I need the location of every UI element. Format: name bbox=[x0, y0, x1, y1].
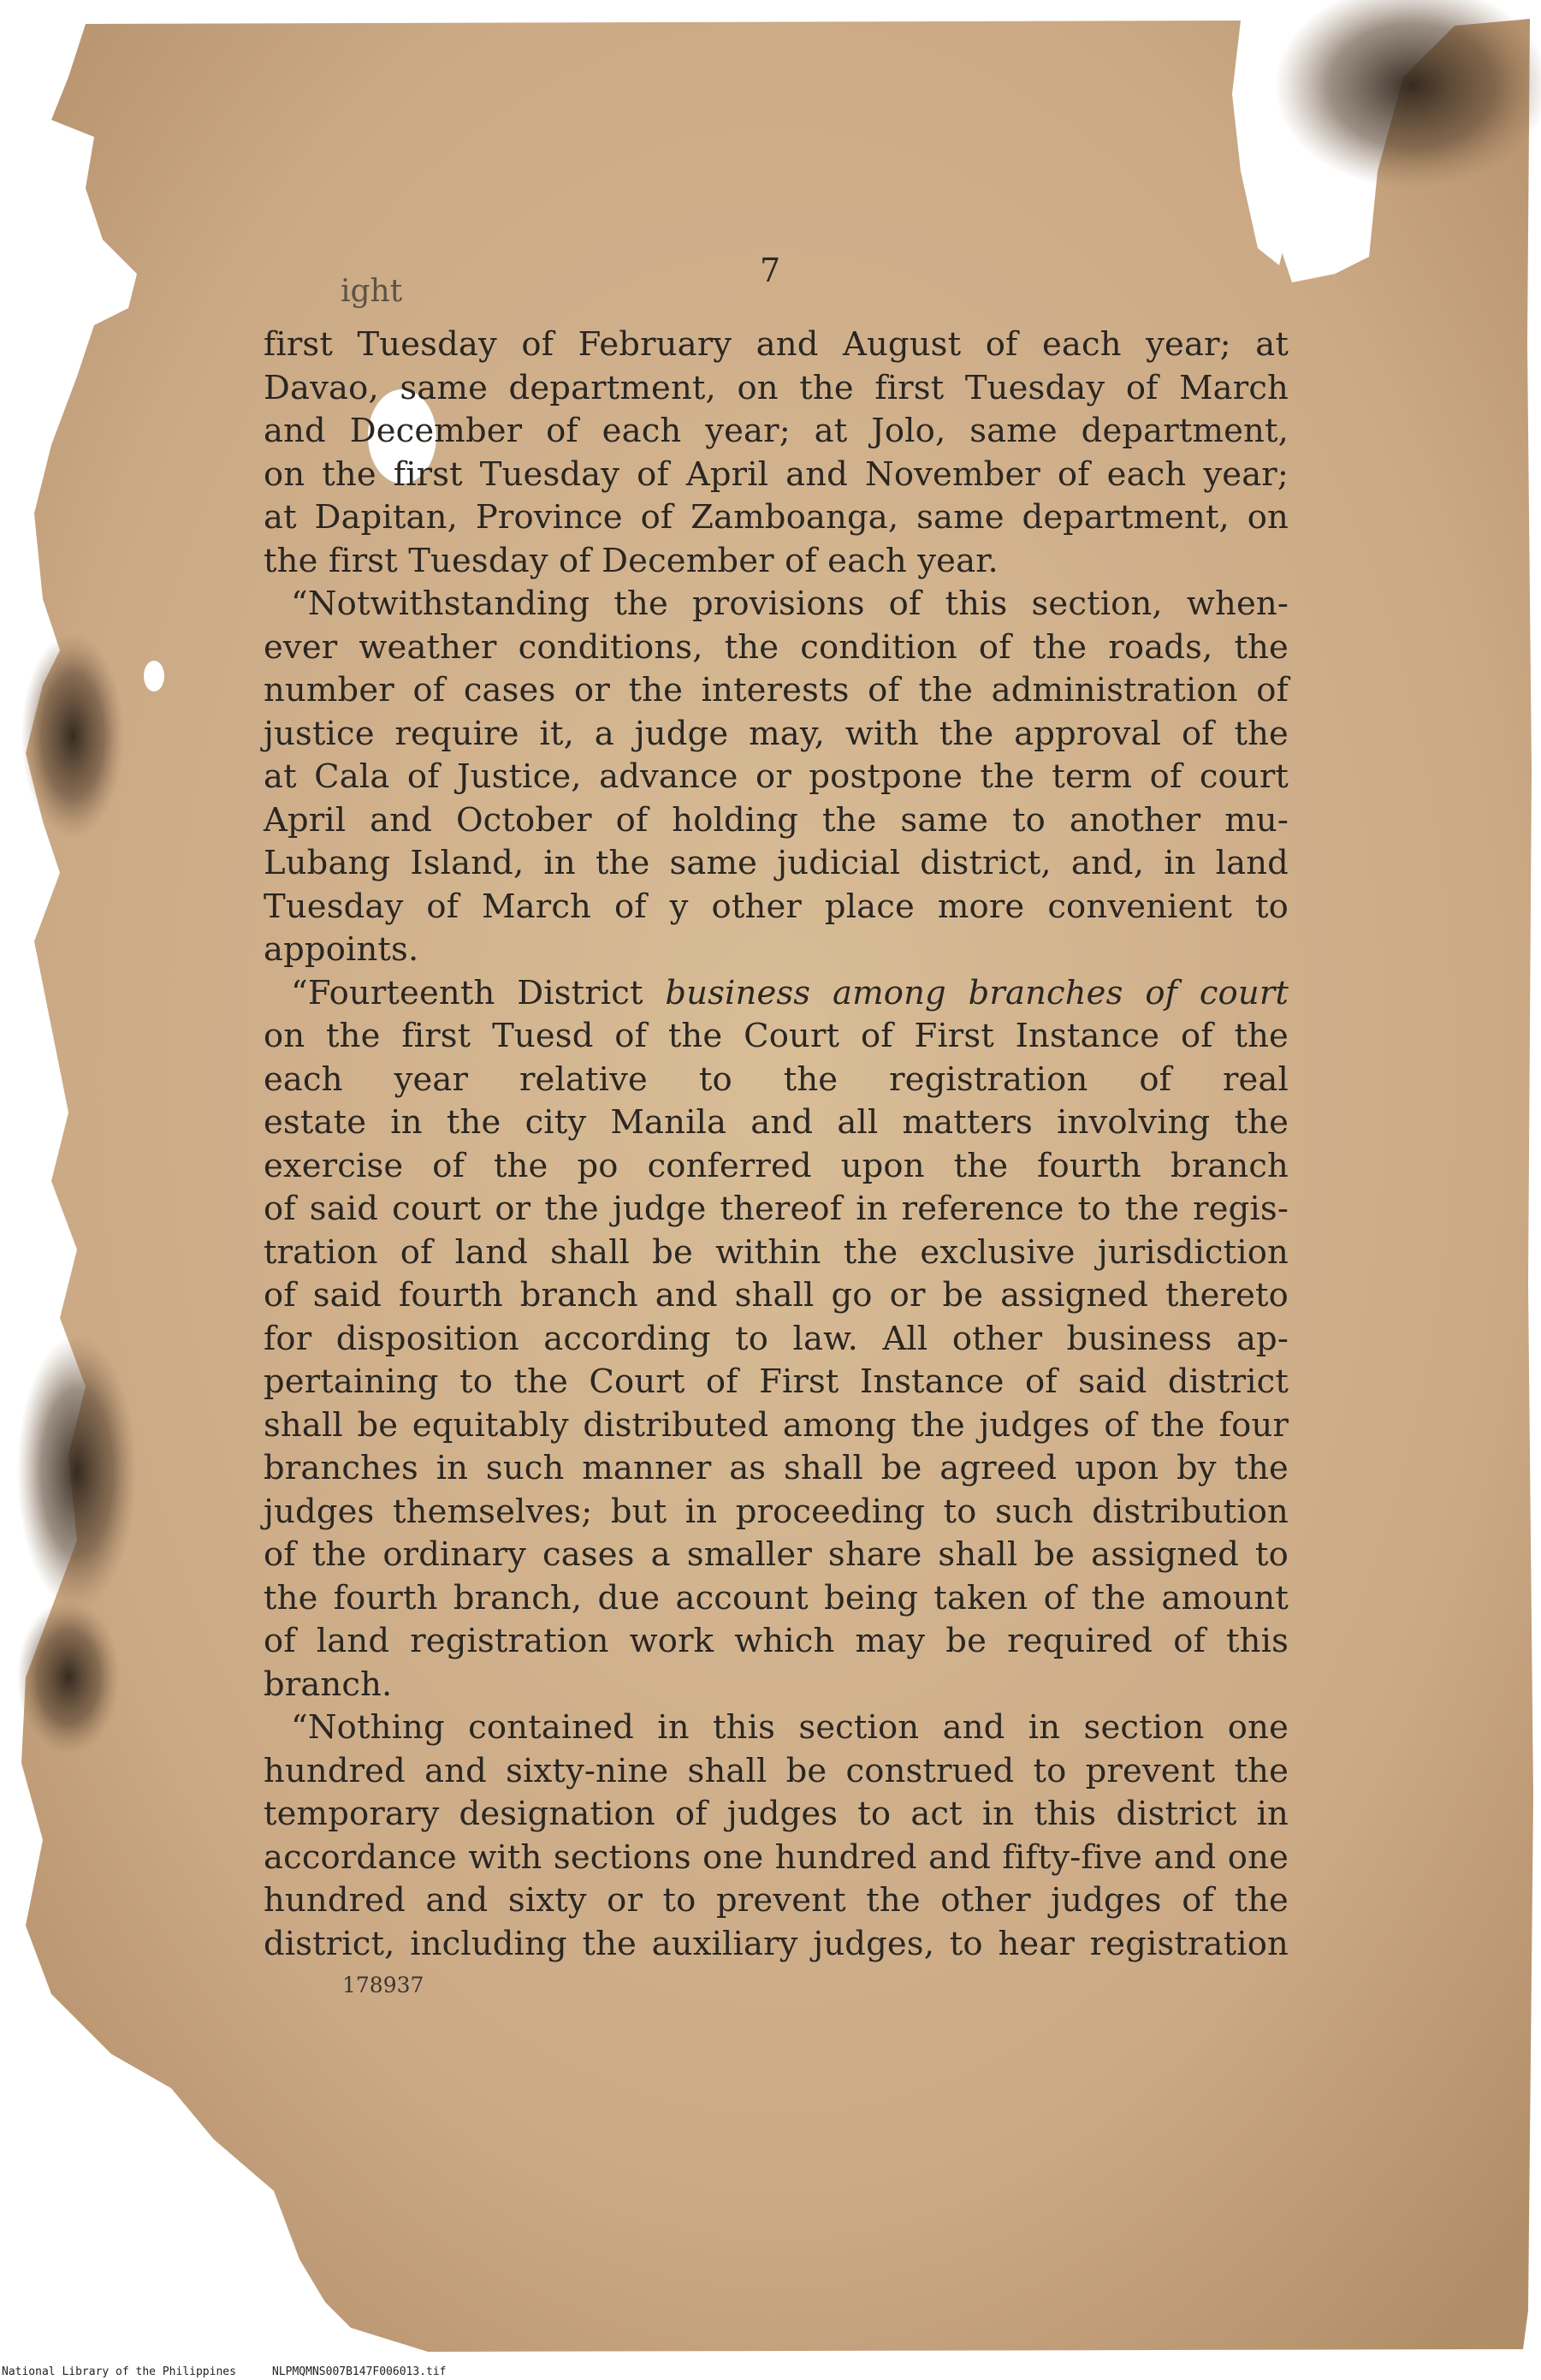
stain-top-right bbox=[1275, 0, 1541, 188]
text-line bbox=[264, 1750, 1289, 1794]
text-line-left: of said court or the judge thereof in reference to the regis- bbox=[264, 1190, 1289, 1228]
text-line-left: Lubang Island, in the bbox=[264, 844, 650, 882]
text-line-left: pertaining to the Court of First Instance of said district bbox=[264, 1362, 1289, 1401]
text-line bbox=[264, 669, 1289, 713]
text-line-left: shall be equitably distributed among the judges of the four bbox=[264, 1405, 1289, 1445]
text-line-left: district, including the auxiliary judges, to hear registration bbox=[264, 1924, 1289, 1963]
footer-library-name: National Library of the Philippines bbox=[2, 2365, 236, 2378]
text-line-left: of land registration work which may be required of this bbox=[264, 1622, 1289, 1660]
stain-left-1 bbox=[21, 633, 124, 839]
text-line-left: of the ordinary cases a smaller share shall be assigned to bbox=[264, 1535, 1289, 1574]
footer-file-name: NLPMQMNS007B147F006013.tif bbox=[272, 2365, 447, 2378]
text-line-left: at Cala bbox=[264, 757, 390, 796]
text-line-left: each year bbox=[264, 1059, 469, 1099]
text-line-left: April and October bbox=[264, 800, 592, 840]
text-line-left: the fourth branch, due account being taken of the amount bbox=[264, 1578, 1289, 1617]
text-line bbox=[264, 842, 1289, 886]
text-line bbox=[264, 1620, 1289, 1664]
scan-footer bbox=[0, 2364, 1541, 2380]
text-line-left: hundred and sixty-nine shall be construed to prevent the bbox=[264, 1751, 1289, 1790]
text-line bbox=[264, 1232, 1289, 1275]
text-line bbox=[264, 367, 1289, 411]
text-line bbox=[264, 886, 1289, 929]
text-line bbox=[264, 972, 1289, 1016]
text-line bbox=[264, 1491, 1289, 1534]
text-line-left: justice require it, a judge may, with the approval of the bbox=[264, 714, 1289, 753]
stain-left-2 bbox=[17, 1335, 137, 1609]
text-line bbox=[264, 1101, 1289, 1145]
body-text bbox=[264, 323, 1289, 1966]
text-line bbox=[264, 713, 1289, 757]
text-line-left: ever weather conditions, the condition of the roads, the bbox=[264, 627, 1289, 667]
text-line bbox=[264, 1274, 1289, 1318]
text-line-left: hundred and sixty or to prevent the other judges of the bbox=[264, 1881, 1289, 1920]
text-line bbox=[264, 1145, 1289, 1189]
text-line bbox=[264, 1706, 1289, 1750]
text-line-left: number of cases or the interests of the administration of bbox=[264, 671, 1289, 709]
text-line-left: “Nothing contained in this section and in section one bbox=[291, 1708, 1289, 1747]
text-line bbox=[264, 756, 1289, 799]
text-line bbox=[264, 496, 1289, 540]
text-line-right: relative to the registration of real bbox=[519, 1059, 1289, 1099]
text-line bbox=[264, 410, 1289, 454]
text-line-right: Manila and all matters involving the bbox=[610, 1103, 1289, 1142]
text-line bbox=[264, 1188, 1289, 1232]
text-line bbox=[264, 799, 1289, 843]
text-line bbox=[264, 540, 1289, 584]
text-line bbox=[264, 1837, 1289, 1880]
text-line-left: accordance with sections one hundred and fifty-five and one bbox=[264, 1837, 1289, 1877]
text-line-left: on the first Tuesd bbox=[264, 1017, 594, 1055]
text-line bbox=[264, 1059, 1289, 1102]
text-line-left: “Notwithstanding the provisions of this section, when- bbox=[291, 585, 1289, 623]
text-line bbox=[264, 583, 1289, 626]
text-line-left: estate in the city bbox=[264, 1103, 587, 1142]
text-line bbox=[264, 1793, 1289, 1837]
text-line-left: branches in such manner as shall be agreed upon by the bbox=[264, 1449, 1289, 1487]
stain-left-3 bbox=[17, 1600, 120, 1754]
text-line-left: judges themselves; but in proceeding to such distribution bbox=[264, 1492, 1289, 1531]
text-line-left: for disposition according to law. All other business ap- bbox=[264, 1319, 1289, 1358]
text-line bbox=[264, 626, 1289, 670]
text-line-left: Tuesday of March of bbox=[264, 887, 647, 926]
header-fragment: ight bbox=[341, 274, 403, 309]
text-line bbox=[264, 1879, 1289, 1923]
text-line bbox=[264, 1664, 1289, 1707]
text-line bbox=[264, 929, 1289, 972]
text-line-left: on the first Tuesday of April and November of each year; bbox=[264, 454, 1289, 494]
text-line-left: and December of each year; at Jolo, same department, bbox=[264, 412, 1289, 450]
text-line-left: of said fourth branch and shall go or be assigned thereto bbox=[264, 1276, 1289, 1315]
text-line-left: Davao, same department, on the first Tuesday of March bbox=[264, 368, 1289, 407]
text-line bbox=[264, 454, 1289, 497]
text-line-left: “Fourteenth District bbox=[291, 973, 643, 1012]
text-line-right: conferred upon the fourth branch bbox=[647, 1146, 1289, 1185]
text-line bbox=[264, 1361, 1289, 1404]
text-line-right: of Justice, advance or postpone the term of court bbox=[406, 757, 1289, 796]
text-line bbox=[264, 1015, 1289, 1059]
text-line-left: temporary designation of judges to act in this district in bbox=[264, 1795, 1289, 1833]
stamp-number: 178937 bbox=[342, 1973, 424, 1997]
text-line bbox=[264, 1447, 1289, 1491]
text-line-right: of holding the same to another mu- bbox=[615, 800, 1289, 840]
text-line-left: at Dapitan, Province of Zamboanga, same department, on bbox=[264, 498, 1289, 537]
text-line-left: the first Tuesday of December of each year. bbox=[264, 541, 999, 580]
text-line-right: of the Court of First Instance of the bbox=[614, 1017, 1289, 1055]
text-line bbox=[264, 1577, 1289, 1621]
text-line-right: same judicial district, and, in land bbox=[669, 844, 1289, 882]
hole-left-small bbox=[144, 661, 164, 691]
text-line-right: y other place more convenient to bbox=[669, 887, 1289, 926]
text-line bbox=[264, 1404, 1289, 1448]
page-number: 7 bbox=[760, 252, 781, 289]
text-line-left: first Tuesday of February and August of each year; at bbox=[264, 325, 1289, 364]
text-line bbox=[264, 1534, 1289, 1577]
text-line-left: exercise of the po bbox=[264, 1146, 619, 1185]
text-line bbox=[264, 1923, 1289, 1967]
text-line bbox=[264, 1318, 1289, 1362]
text-line-left: tration of land shall be within the exclusive jurisdiction bbox=[264, 1232, 1289, 1272]
text-line-left: branch. bbox=[264, 1665, 393, 1704]
text-line-left: appoints. bbox=[264, 930, 419, 969]
text-line-italic: business among branches of court bbox=[665, 973, 1289, 1012]
text-line bbox=[264, 323, 1289, 367]
